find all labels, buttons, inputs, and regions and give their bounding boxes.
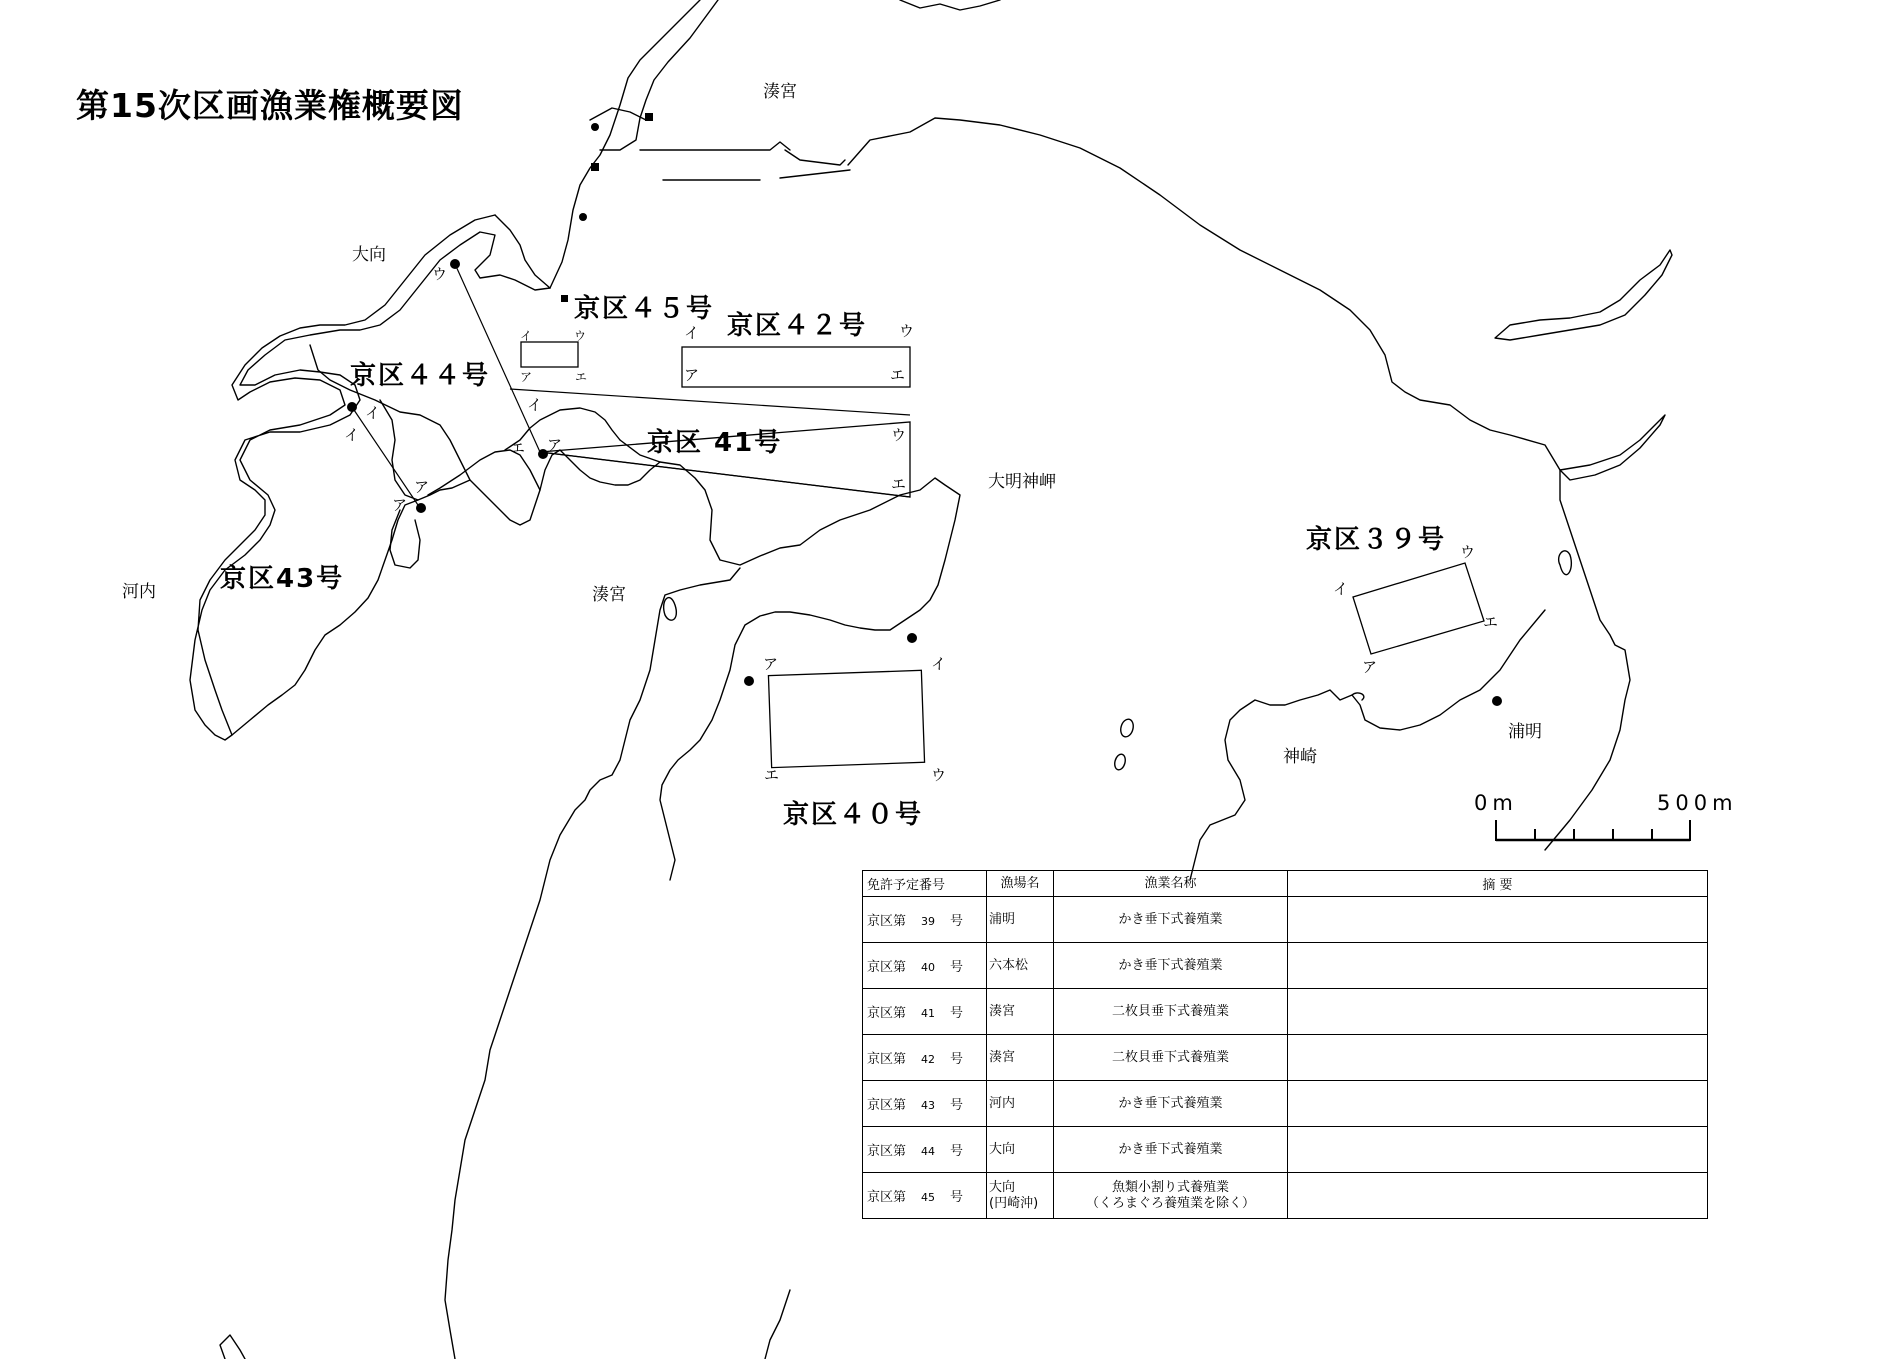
zone-45-box bbox=[521, 342, 578, 367]
corner-label: イ bbox=[365, 404, 381, 422]
corner-label: イ bbox=[684, 324, 700, 342]
corner-label: ア bbox=[684, 366, 700, 384]
summary bbox=[1288, 1081, 1708, 1127]
license-prefix: 京区第 bbox=[867, 960, 907, 975]
license-number-value: 40 bbox=[921, 961, 936, 974]
fishing-ground bbox=[987, 989, 1054, 1035]
corner-label: イ bbox=[527, 396, 543, 414]
fishery-type-name: 魚類小割り式養殖業 bbox=[1111, 1179, 1229, 1195]
corner-label: エ bbox=[1483, 613, 1499, 631]
corner-label: イ bbox=[1333, 580, 1349, 598]
license-number bbox=[863, 1081, 987, 1127]
license-suffix: 号 bbox=[950, 1052, 964, 1067]
fishery-type-name: 二枚貝垂下式養殖業 bbox=[1111, 1003, 1229, 1019]
zone-label-42: 京区４２号 bbox=[727, 311, 868, 341]
summary bbox=[1288, 989, 1708, 1035]
fishery-type-name: かき垂下式養殖業 bbox=[1118, 957, 1223, 973]
place-uramyo: 浦明 bbox=[1508, 722, 1542, 742]
legend-header-row bbox=[863, 871, 1708, 897]
fishery-type-detail: （くろまぐろ養殖業を除く） bbox=[1085, 1195, 1255, 1211]
fishing-ground-detail: (円崎沖) bbox=[989, 1195, 1039, 1211]
license-number-value: 44 bbox=[921, 1145, 936, 1158]
license-number bbox=[863, 989, 987, 1035]
license-number bbox=[863, 1173, 987, 1219]
corner-label: ア bbox=[414, 478, 430, 496]
license-prefix: 京区第 bbox=[867, 1190, 907, 1205]
scale-start-label: 0m bbox=[1474, 791, 1518, 815]
summary bbox=[1288, 1127, 1708, 1173]
fishery-type bbox=[1054, 943, 1288, 989]
license-number bbox=[863, 943, 987, 989]
fishing-ground bbox=[987, 1173, 1054, 1219]
license-number-value: 45 bbox=[921, 1191, 936, 1204]
license-suffix: 号 bbox=[950, 1098, 964, 1113]
corner-label: ア bbox=[547, 436, 563, 454]
header-fishing-ground: 漁場名 bbox=[987, 871, 1054, 897]
fishing-ground-name: 大向 bbox=[989, 1179, 1016, 1195]
fishing-ground-name: 湊宮 bbox=[989, 1003, 1016, 1019]
fishery-type bbox=[1054, 1173, 1288, 1219]
license-prefix: 京区第 bbox=[867, 1144, 907, 1159]
corner-label: エ bbox=[890, 366, 906, 384]
fishery-type-name: かき垂下式養殖業 bbox=[1118, 1095, 1223, 1111]
fishery-type bbox=[1054, 1127, 1288, 1173]
corner-label: イ bbox=[520, 329, 533, 343]
fishery-type bbox=[1054, 1035, 1288, 1081]
header-license-number: 免許予定番号 bbox=[863, 871, 987, 897]
zone-label-40: 京区４０号 bbox=[783, 800, 924, 830]
fishing-ground bbox=[987, 1035, 1054, 1081]
corner-label: エ bbox=[575, 370, 588, 384]
license-number bbox=[863, 897, 987, 943]
header-summary: 摘 要 bbox=[1288, 871, 1708, 897]
page-title: 第15次区画漁業権概要図 bbox=[76, 86, 464, 125]
license-number bbox=[863, 1035, 987, 1081]
license-number-value: 41 bbox=[921, 1007, 936, 1020]
corner-label: ア bbox=[520, 370, 533, 384]
corner-label: ウ bbox=[1460, 543, 1476, 561]
fishing-ground-name: 湊宮 bbox=[989, 1049, 1016, 1065]
zone-39-box bbox=[1353, 563, 1484, 654]
license-suffix: 号 bbox=[950, 914, 964, 929]
license-suffix: 号 bbox=[950, 960, 964, 975]
fishery-type-name: かき垂下式養殖業 bbox=[1118, 1141, 1223, 1157]
table-row bbox=[863, 1127, 1708, 1173]
license-number bbox=[863, 1127, 987, 1173]
table-row bbox=[863, 1035, 1708, 1081]
summary bbox=[1288, 897, 1708, 943]
zone-label-39: 京区３９号 bbox=[1306, 525, 1447, 555]
table-row bbox=[863, 943, 1708, 989]
license-prefix: 京区第 bbox=[867, 1098, 907, 1113]
table-row bbox=[863, 897, 1708, 943]
zone-40-box bbox=[768, 670, 924, 767]
zone-label-41: 京区 41号 bbox=[647, 428, 783, 458]
corner-label: ア bbox=[763, 655, 779, 673]
table-row bbox=[863, 1081, 1708, 1127]
fishery-type bbox=[1054, 897, 1288, 943]
scale-bar bbox=[1474, 791, 1738, 841]
table-row bbox=[863, 989, 1708, 1035]
place-kanzaki: 神崎 bbox=[1283, 747, 1317, 767]
fishing-ground-name: 六本松 bbox=[989, 957, 1029, 973]
summary bbox=[1288, 1173, 1708, 1219]
license-number-value: 42 bbox=[921, 1053, 936, 1066]
zone-label-43: 京区43号 bbox=[220, 564, 345, 594]
fishing-ground bbox=[987, 943, 1054, 989]
corner-label: イ bbox=[931, 655, 947, 673]
summary bbox=[1288, 1035, 1708, 1081]
fishing-ground-name: 河内 bbox=[989, 1095, 1016, 1111]
fishing-ground bbox=[987, 897, 1054, 943]
fishery-type-name: 二枚貝垂下式養殖業 bbox=[1111, 1049, 1229, 1065]
corner-label: ウ bbox=[899, 322, 915, 340]
fishing-ground-name: 大向 bbox=[989, 1141, 1016, 1157]
scale-end-label: 500m bbox=[1657, 791, 1738, 815]
corner-label: ア bbox=[1362, 658, 1378, 676]
license-legend-table bbox=[862, 870, 1708, 1219]
corner-label: ウ bbox=[432, 265, 448, 283]
summary bbox=[1288, 943, 1708, 989]
corner-label: ウ bbox=[931, 766, 947, 784]
corner-label: イ bbox=[344, 426, 360, 444]
zone-label-45: 京区４５号 bbox=[574, 294, 715, 324]
zone-42-box bbox=[682, 347, 910, 387]
license-prefix: 京区第 bbox=[867, 1006, 907, 1021]
license-suffix: 号 bbox=[950, 1144, 964, 1159]
corner-label: ウ bbox=[891, 426, 907, 444]
place-minatomiya-south: 湊宮 bbox=[592, 585, 626, 605]
corner-label: エ bbox=[510, 439, 526, 457]
fishery-type bbox=[1054, 989, 1288, 1035]
corner-label: ア bbox=[392, 496, 408, 514]
license-number-value: 43 bbox=[921, 1099, 936, 1112]
fishery-type-name: かき垂下式養殖業 bbox=[1118, 911, 1223, 927]
fishing-ground bbox=[987, 1127, 1054, 1173]
header-fishery-type: 漁業名称 bbox=[1054, 871, 1288, 897]
table-row bbox=[863, 1173, 1708, 1219]
place-minatomiya-north: 湊宮 bbox=[763, 82, 797, 102]
place-daimyojin-misaki: 大明神岬 bbox=[988, 472, 1056, 492]
license-suffix: 号 bbox=[950, 1190, 964, 1205]
corner-label: エ bbox=[764, 766, 780, 784]
license-prefix: 京区第 bbox=[867, 1052, 907, 1067]
corner-label: ウ bbox=[574, 329, 587, 343]
place-kouchi: 河内 bbox=[122, 582, 156, 602]
license-suffix: 号 bbox=[950, 1006, 964, 1021]
place-ohmukai: 大向 bbox=[352, 245, 386, 265]
fishery-type bbox=[1054, 1081, 1288, 1127]
zone-label-44: 京区４４号 bbox=[350, 361, 491, 391]
license-prefix: 京区第 bbox=[867, 914, 907, 929]
fishing-ground-name: 浦明 bbox=[989, 911, 1016, 927]
corner-label: エ bbox=[891, 475, 907, 493]
license-number-value: 39 bbox=[921, 915, 936, 928]
fishing-ground bbox=[987, 1081, 1054, 1127]
